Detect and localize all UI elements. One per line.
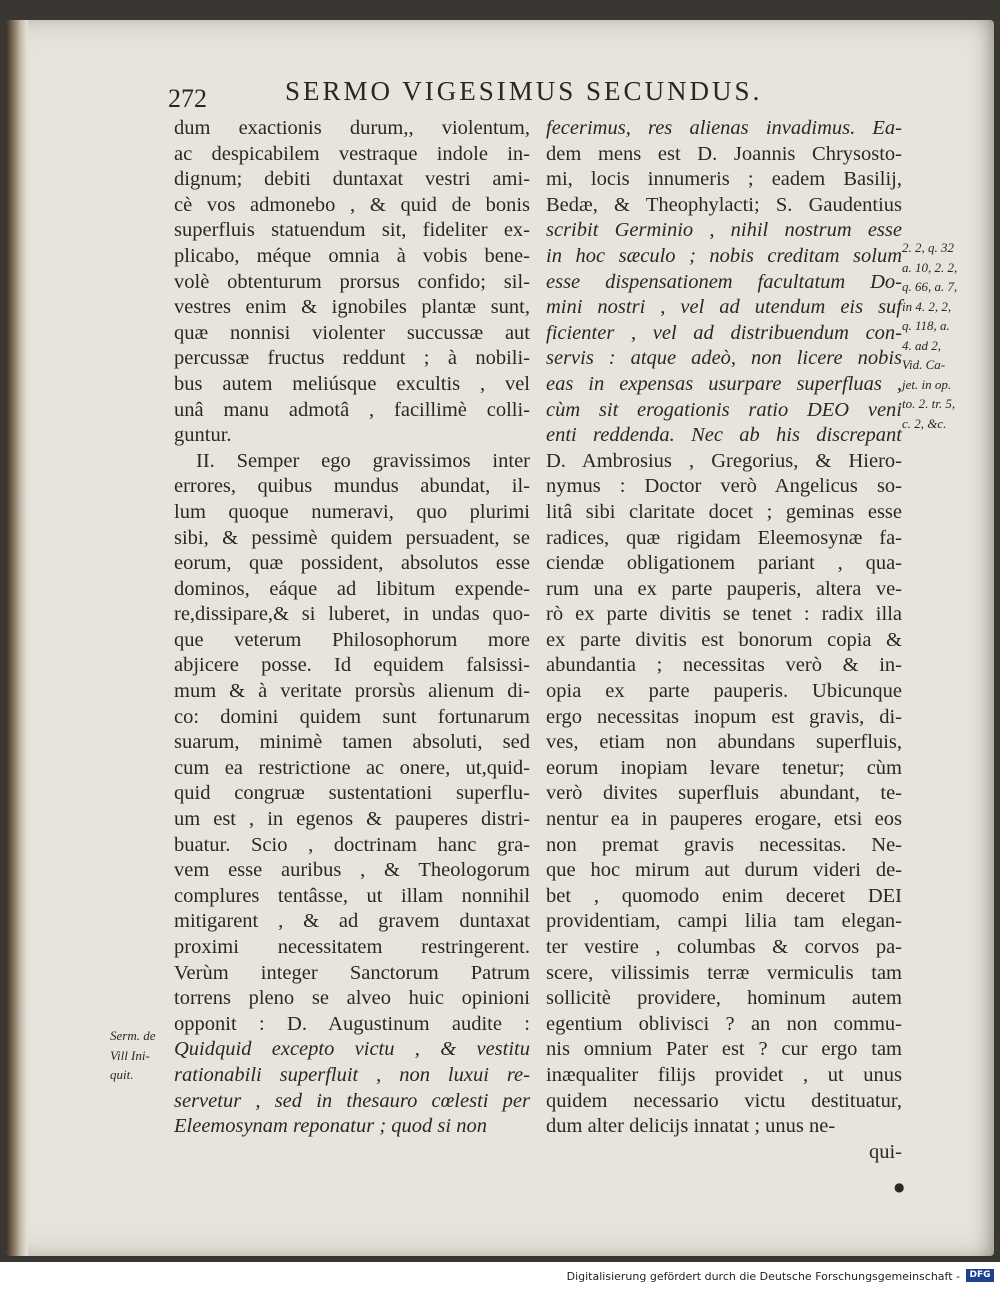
- marginal-note-line: 2. 2, q. 32: [902, 240, 954, 255]
- text-line: nymus : Doctor verò Angelicus so-: [546, 475, 902, 498]
- text-line: Quidquid excepto victu , & vestitu: [174, 1038, 530, 1061]
- text-line: abjicere posse. Id equidem falsissi-: [174, 654, 530, 677]
- text-line: esse dispensationem facultatum Do-: [546, 270, 902, 293]
- marginal-note-left: [110, 1026, 176, 1085]
- text-line: nentur ea in pauperes erogare, etsi eos: [546, 808, 902, 831]
- marginal-note-line: Serm. de: [110, 1028, 156, 1043]
- text-line: fecerimus, res alienas invadimus. Ea-: [546, 117, 902, 139]
- marginal-note-line: q. 118, a.: [902, 318, 950, 333]
- text-line: Bedæ, & Theophylacti; S. Gaudentius: [546, 193, 902, 216]
- text-line: rum una ex parte pauperis, altera ve-: [546, 577, 902, 600]
- text-line: mi, locis innumeris ; eadem Basilij,: [546, 168, 902, 191]
- text-line: cum ea restrictione ac onere, ut,quid-: [174, 756, 530, 779]
- text-line: quæ nonnisi violenter succussæ aut: [174, 321, 530, 344]
- dfg-logo-icon: DFG: [966, 1269, 994, 1282]
- marginal-note-line: jet. in op.: [902, 376, 952, 392]
- text-line: buatur. Scio , doctrinam hanc gra-: [174, 833, 530, 856]
- text-line: vem esse auribus , & Theologorum: [174, 859, 530, 882]
- text-line: mini nostri , vel ad utendum eis suf: [546, 296, 902, 319]
- text-line: bet , quomodo enim deceret DEI: [546, 884, 902, 907]
- text-line: lum quoque numeravi, quo plurimi: [174, 500, 530, 523]
- text-line: que hoc mirum aut durum videri de-: [546, 859, 902, 882]
- marginal-note-line: Vill Ini-: [110, 1047, 150, 1063]
- text-column-right: [546, 116, 902, 1165]
- text-line: vestres enim & ignobiles plantæ sunt,: [174, 296, 530, 319]
- text-line: litâ sibi claritate docet ; geminas esse: [546, 500, 902, 523]
- text-line: verò divites superfluis abundant, te-: [546, 782, 902, 805]
- text-line: eorum inopiam levare tenetur; cùm: [546, 756, 902, 779]
- marginal-note-line: in 4. 2, 2,: [902, 298, 952, 314]
- text-line: rationabili superfluit , non luxui re-: [174, 1063, 530, 1086]
- text-line: dem mens est D. Joannis Chrysosto-: [546, 142, 902, 165]
- text-line: dum alter delicijs innatat ; unus ne-: [546, 1115, 836, 1138]
- book-binding: [6, 20, 28, 1256]
- text-line: servetur , sed in thesauro cœlesti per: [174, 1089, 530, 1112]
- text-line: proximi necessitatem restringerent.: [174, 936, 530, 958]
- marginal-note-line: 4. ad 2,: [902, 337, 941, 353]
- marginal-note-line: to. 2. tr. 5,: [902, 396, 956, 411]
- marginal-note-right: [902, 238, 992, 433]
- text-line: dignum; debiti duntaxat vestri ami-: [174, 168, 530, 191]
- page-number: 272: [168, 84, 207, 113]
- text-line: guntur.: [174, 424, 232, 447]
- text-line: ter vestire , columbas & corvos pa-: [546, 936, 902, 958]
- text-line: re,dissipare,& si luberet, in undas quo-: [174, 603, 530, 626]
- text-line: non premat gravis necessitas. Ne-: [546, 833, 902, 856]
- text-line: sibi, & pessimè quidem persuadent, se: [174, 526, 530, 549]
- text-line: cè vos admonebo , & quid de bonis: [174, 193, 530, 216]
- text-line: unâ manu admotâ , facillimè colli-: [174, 398, 530, 421]
- text-line: complures tentâsse, ut illam nonnihil: [174, 884, 530, 907]
- marginal-note-line: a. 10, 2. 2,: [902, 259, 958, 275]
- text-line: volè obtenturum prorsus confido; sil-: [174, 270, 530, 293]
- text-line: mitigarent , & ad gravem duntaxat: [174, 910, 530, 933]
- text-line: enti reddenda. Nec ab his discrepant: [546, 424, 902, 447]
- text-line: ficienter , vel ad distribuendum con-: [546, 321, 902, 344]
- page-ornament-dot: ●: [894, 1180, 905, 1194]
- text-line: Verùm integer Sanctorum Patrum: [174, 961, 530, 984]
- text-line: torrens pleno se alveo huic opinioni: [174, 987, 530, 1010]
- text-line: scribit Germinio , nihil nostrum esse: [546, 219, 902, 242]
- text-line: ciendæ obligationem pariant , qua-: [546, 552, 902, 575]
- text-line: scere, vilissimis terræ vermiculis tam: [546, 961, 902, 984]
- text-line: superfluis statuendum sit, fideliter ex-: [174, 219, 530, 242]
- marginal-note-line: quit.: [110, 1067, 134, 1082]
- text-line: que veterum Philosophorum more: [174, 628, 530, 651]
- text-line: D. Ambrosius , Gregorius, & Hiero-: [546, 449, 902, 472]
- text-line: providentiam, campi lilia tam elegan-: [546, 910, 902, 933]
- text-line: servis : atque adeò, non licere nobis: [546, 347, 902, 370]
- text-line: co: domini quidem sunt fortunarum: [174, 705, 530, 728]
- marginal-note-line: c. 2, &c.: [902, 415, 947, 431]
- text-line: ergo necessitas inopum est gravis, di-: [546, 705, 902, 728]
- footer-credit: Digitalisierung gefördert durch die Deutsche Forschungsgemeinschaft -: [566, 1270, 960, 1283]
- text-line: sollicitè providere, hominum autem: [546, 987, 902, 1010]
- text-line: quid congruæ sustentationi superflu-: [174, 782, 530, 805]
- text-line: cùm sit erogationis ratio DEO veni: [546, 398, 902, 421]
- text-line: eorum, quæ possident, absolutos esse: [174, 552, 530, 575]
- text-line: dominos, eáque ad libitum expende-: [174, 577, 530, 600]
- text-line: bus autem meliúsque excultis , vel: [174, 372, 530, 395]
- footer-bar: [0, 1262, 1000, 1289]
- text-line: quidem necessario victu destituatur,: [546, 1089, 902, 1112]
- marginal-note-line: Vid. Ca-: [902, 357, 946, 372]
- text-column-left: [174, 116, 530, 1140]
- text-line: nis omnium Pater est ? cur ergo tam: [546, 1038, 902, 1061]
- text-line: ex parte divitis est bonorum copia &: [546, 628, 902, 651]
- text-line: qui-: [868, 1140, 902, 1163]
- text-line: in hoc sæculo ; nobis creditam solum: [546, 244, 902, 267]
- text-line: inæqualiter filijs providet , ut unus: [546, 1063, 902, 1086]
- text-line: opponit : D. Augustinum audite :: [174, 1012, 530, 1035]
- text-line: eas in expensas usurpare superfluas ,: [546, 372, 902, 395]
- running-head: SERMO VIGESIMUS SECUNDUS.: [285, 76, 763, 106]
- text-line: radices, quæ rigidam Eleemosynæ fa-: [546, 526, 902, 549]
- marginal-note-line: q. 66, a. 7,: [902, 279, 958, 294]
- text-line: dum exactionis durum,, violentum,: [174, 117, 530, 139]
- text-line: opia ex parte pauperis. Ubicunque: [546, 680, 902, 703]
- text-line: um est , in egenos & pauperes distri-: [174, 808, 530, 831]
- text-line: errores, quibus mundus abundat, il-: [174, 475, 530, 498]
- text-line: Eleemosynam reponatur ; quod si non: [174, 1115, 487, 1138]
- text-line: abundantia ; necessitas verò & in-: [546, 654, 902, 677]
- text-line: mum & à veritate prorsùs alienum di-: [174, 680, 530, 703]
- text-line: ves, etiam non abundans superfluis,: [546, 731, 902, 754]
- text-line: suarum, minimè tamen absoluti, sed: [174, 731, 530, 754]
- text-line: percussæ fructus reddunt ; à nobili-: [174, 347, 530, 370]
- text-line: egentium oblivisci ? an non commu-: [546, 1012, 902, 1035]
- text-line: II. Semper ego gravissimos inter: [196, 449, 530, 472]
- text-line: ac despicabilem vestraque indole in-: [174, 142, 530, 165]
- text-line: plicabo, méque omnia à vobis bene-: [174, 244, 530, 267]
- text-line: rò ex parte divitis se tenet : radix illa: [546, 603, 902, 626]
